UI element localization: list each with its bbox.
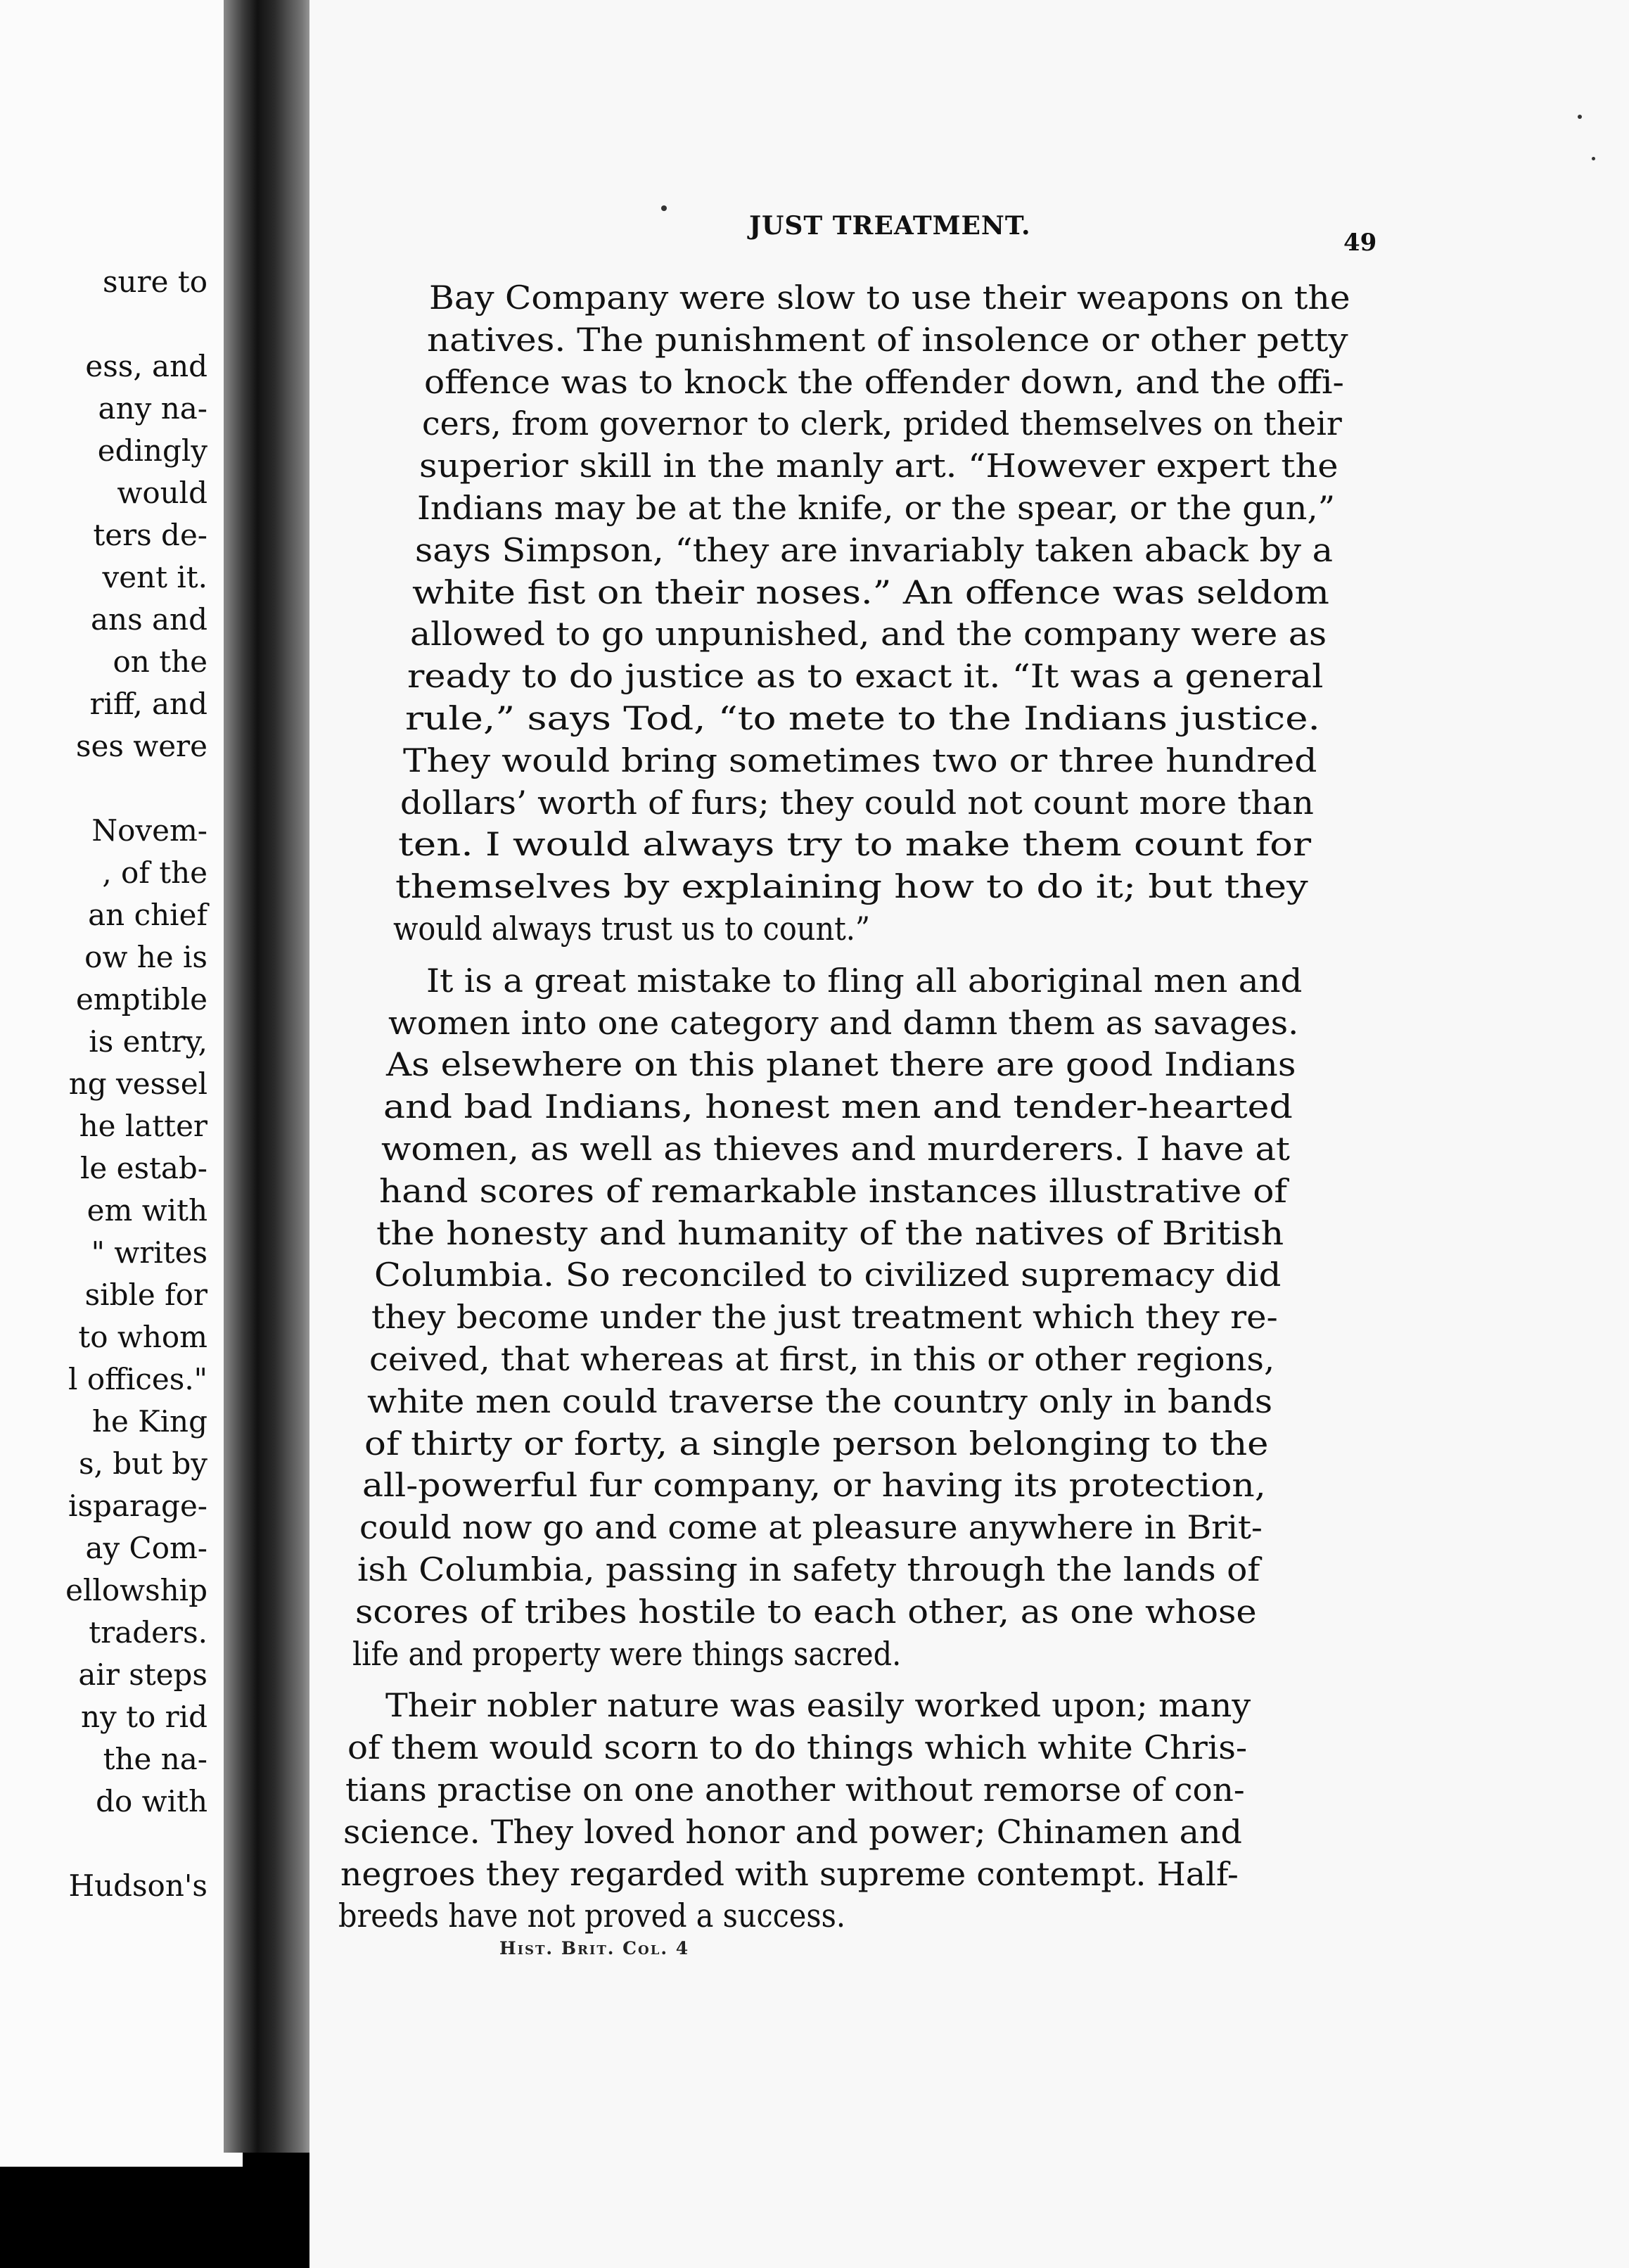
body-text-line: of them would scorn to do things which white Chris- <box>347 1728 1248 1767</box>
left-page-line: he King <box>91 1404 207 1439</box>
left-page-line: on the <box>113 644 207 679</box>
left-page-line: do with <box>96 1784 207 1818</box>
body-text-line: the honesty and humanity of the natives of British <box>376 1213 1284 1252</box>
body-text-line: Indians may be at the knife, or the spear, or the gun,” <box>417 489 1336 527</box>
left-page-line: edingly <box>97 433 207 468</box>
running-head: JUST TREATMENT. <box>749 211 1031 241</box>
body-text-line: rule,” says Tod, “to mete to the Indians justice. <box>405 699 1320 737</box>
left-page-line: ay Com- <box>85 1531 207 1565</box>
body-text-line: As elsewhere on this planet there are good Indians <box>385 1045 1296 1084</box>
body-text-line: white men could traverse the country only in bands <box>366 1382 1272 1420</box>
left-page-line: ow he is <box>84 940 207 974</box>
left-page-line: air steps <box>78 1657 207 1692</box>
left-page-line: l offices." <box>68 1362 207 1396</box>
left-page-line: sible for <box>84 1278 207 1312</box>
left-page-line: would <box>117 476 207 510</box>
left-page-line: isparage- <box>68 1489 207 1523</box>
body-text-line: ceived, that whereas at first, in this or other regions, <box>369 1340 1275 1378</box>
left-page-line: emptible <box>75 982 207 1017</box>
left-page-line: vent it. <box>102 560 207 594</box>
body-text-line: would always trust us to count.” <box>393 910 871 948</box>
left-page-line: an chief <box>88 898 207 932</box>
body-text-line: Columbia. So reconciled to civilized supremacy did <box>373 1256 1282 1294</box>
body-text-line: offence was to knock the offender down, and the offi- <box>424 362 1345 401</box>
left-page <box>0 0 243 2167</box>
left-page-line: ng vessel <box>68 1066 207 1101</box>
left-page-line: the na- <box>103 1742 207 1776</box>
body-text-line: ish Columbia, passing in safety through the lands of <box>357 1550 1260 1588</box>
body-text-line: could now go and come at pleasure anywhere in Brit- <box>359 1508 1263 1547</box>
dust-speck <box>661 205 667 211</box>
left-page-line: ellowship <box>65 1573 207 1607</box>
body-text-line: life and property were things sacred. <box>352 1634 902 1673</box>
body-text-line: scores of tribes hostile to each other, as one whose <box>354 1592 1257 1631</box>
left-page-line: ses were <box>75 729 207 763</box>
body-text-line: natives. The punishment of insolence or other petty <box>426 320 1348 359</box>
left-page-line: traders. <box>89 1615 207 1650</box>
body-text-line: cers, from governor to clerk, prided themselves on their <box>421 404 1342 443</box>
body-text-line: ready to do justice as to exact it. “It was a general <box>407 657 1324 696</box>
left-page-line: em with <box>87 1193 207 1228</box>
left-page-line: " writes <box>91 1235 207 1270</box>
body-text-line: ten. I would always try to make them count for <box>397 825 1311 864</box>
left-page-line: riff, and <box>89 687 207 721</box>
body-text-line: tians practise on one another without remorse of con- <box>345 1771 1245 1809</box>
body-text-line: they become under the just treatment which they re- <box>371 1298 1279 1337</box>
body-text-line: women into one category and damn them as savages. <box>388 1003 1299 1042</box>
left-page-line: Novem- <box>91 813 207 848</box>
body-text-line: says Simpson, “they are invariably taken aback by a <box>414 530 1333 569</box>
body-text-line: Bay Company were slow to use their weapons on the <box>429 279 1350 317</box>
body-text-line: and bad Indians, honest men and tender-hearted <box>383 1088 1293 1126</box>
dust-speck <box>1592 157 1595 160</box>
body-text-line: themselves by explaining how to do it; but they <box>395 867 1309 906</box>
left-page-line: , of the <box>102 855 207 890</box>
body-text-line: negroes they regarded with supreme contempt. Half- <box>340 1854 1239 1893</box>
left-page-line: ans and <box>91 602 207 637</box>
left-page-line: he latter <box>79 1109 207 1143</box>
body-text-line: women, as well as thieves and murderers. I have at <box>381 1130 1290 1168</box>
left-page-line: is entry, <box>89 1024 207 1059</box>
left-page-line: ess, and <box>85 349 207 383</box>
body-text-line: Their nobler nature was easily worked upon; many <box>385 1686 1251 1725</box>
body-text-line: science. They loved honor and power; Chinamen and <box>343 1812 1242 1851</box>
left-page-line: to whom <box>78 1320 207 1354</box>
dust-speck <box>1578 115 1582 119</box>
body-text-line: all-powerful fur company, or having its protection, <box>362 1466 1266 1505</box>
signature-mark: Hist. Brit. Col. 4 <box>499 1938 690 1958</box>
left-page-line: Hudson's <box>68 1868 207 1903</box>
body-text-line: hand scores of remarkable instances illustrative of <box>378 1171 1287 1210</box>
body-text-line: They would bring sometimes two or three hundred <box>402 741 1317 779</box>
left-page-line: any na- <box>98 391 207 426</box>
body-text-line: breeds have not proved a success. <box>338 1897 845 1935</box>
left-page-line: s, but by <box>78 1446 207 1481</box>
right-page <box>309 0 1629 2268</box>
page-number: 49 <box>1343 229 1377 257</box>
body-text-line: allowed to go unpunished, and the company were as <box>409 615 1327 654</box>
body-text-line: It is a great mistake to fling all aboriginal men and <box>426 961 1302 1000</box>
left-page-line: ters de- <box>93 518 207 552</box>
left-page-line: sure to <box>102 265 207 299</box>
body-text-line: dollars’ worth of furs; they could not count more than <box>400 783 1315 822</box>
body-text-line: of thirty or forty, a single person belonging to the <box>364 1424 1269 1463</box>
left-page-line: ny to rid <box>80 1700 207 1734</box>
body-text-line: superior skill in the manly art. “However expert the <box>419 447 1339 485</box>
body-text-line: white fist on their noses.” An offence was seldom <box>412 573 1330 611</box>
left-page-line: le estab- <box>79 1151 207 1185</box>
